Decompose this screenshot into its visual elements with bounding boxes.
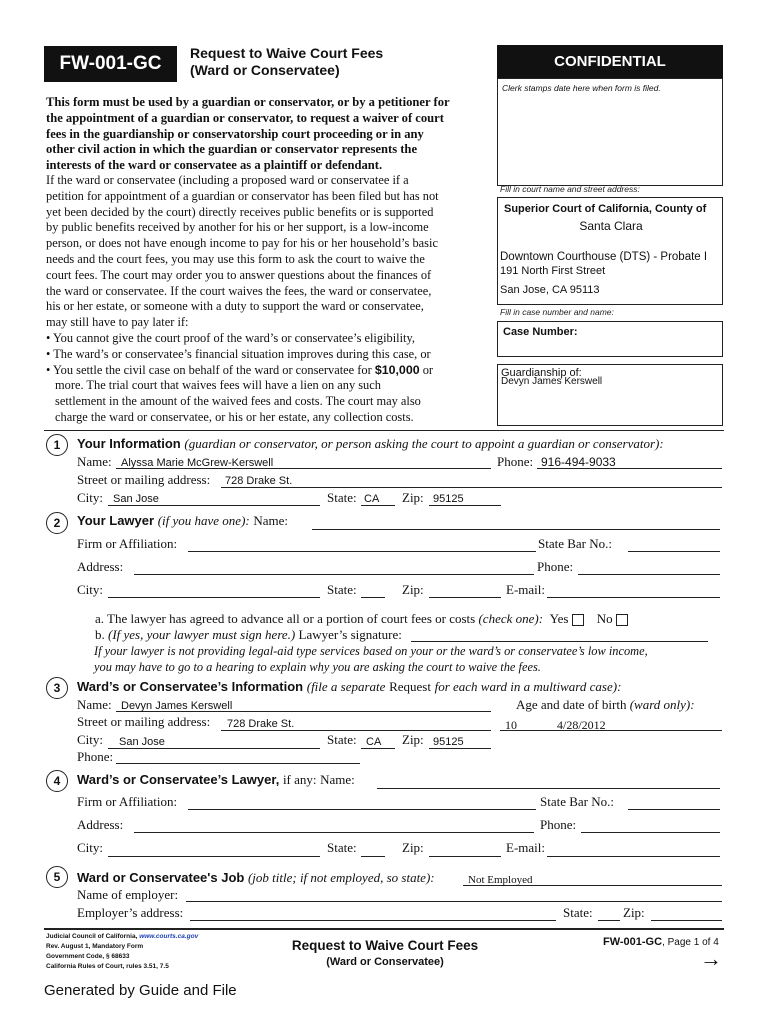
intro-line: court fees. The court may order you to answer questions about the finances of: [46, 267, 432, 282]
s2-no-checkbox[interactable]: [616, 614, 628, 626]
footer-title: [250, 938, 520, 968]
intro-bullet-line: settlement in the amount of the waived fees and costs. The court may also: [55, 394, 421, 409]
intro-bullet: [46, 363, 439, 379]
s2-yes-label: Yes: [549, 611, 569, 626]
s2-name-label: Name:: [253, 513, 289, 528]
s1-zip-value: 95125: [433, 493, 464, 505]
s2-a-row: [95, 611, 628, 627]
section-1-note: (guardian or conservator, or person asking the court to appoint a guardian or conservator):: [184, 436, 664, 451]
court-note: Fill in court name and street address:: [500, 184, 640, 194]
s4-email-field[interactable]: [547, 856, 720, 857]
s5-zip-field[interactable]: [651, 920, 722, 921]
footer-divider: [44, 928, 724, 930]
s2-zip-label: Zip:: [402, 582, 424, 597]
intro-line: yet been decided by the court) directly receives public benefits or is supported: [46, 204, 434, 219]
intro-bullet: • You cannot give the court proof of the ward’s or conservatee’s eligibility,: [46, 330, 415, 345]
intro-bold-line: the appointment of a guardian or conservator, to request a waiver of court: [46, 110, 444, 125]
section-2-number: 2: [46, 512, 68, 534]
s2-warning-line: If your lawyer is not providing legal-aid type services based on your or the ward’s or conservatee’s low income,: [94, 644, 648, 658]
section-5-note: (job title; if not employed, so state):: [247, 870, 435, 885]
s5-employer-address-field[interactable]: [190, 920, 556, 921]
s5-state-label: State:: [563, 905, 593, 920]
s3-street-value: 728 Drake St.: [227, 718, 295, 730]
s5-employer-label: Name of employer:: [77, 887, 179, 902]
form-code-badge: [44, 46, 177, 82]
s3-name-label: Name:: [77, 697, 112, 712]
s4-phone-label: Phone:: [540, 817, 577, 832]
case-number-box[interactable]: [497, 321, 723, 357]
court-name: Superior Court of California, County of: [504, 203, 707, 215]
footer-form-code: FW-001-GC: [603, 936, 663, 948]
s2-bar-field[interactable]: [628, 551, 720, 552]
s4-zip-label: Zip:: [402, 840, 424, 855]
s4-firm-field[interactable]: [188, 809, 536, 810]
section-5-number: 5: [46, 866, 68, 888]
intro-bold-line: interests of the ward or conservatee as a plaintiff or defendant.: [46, 158, 383, 173]
s4-address-label: Address:: [77, 817, 124, 832]
s4-bar-field[interactable]: [628, 809, 720, 810]
section-2-title: Your Lawyer: [77, 513, 155, 528]
footer-council: Judicial Council of California,: [46, 933, 138, 940]
s2-firm-label: Firm or Affiliation:: [77, 536, 178, 551]
s1-phone-label: Phone:: [497, 454, 534, 469]
s2-state-field[interactable]: [361, 597, 385, 598]
section-2-heading: [77, 513, 288, 529]
s3-state-label: State:: [327, 732, 357, 747]
intro-bullet-line: more. The trial court that waives fees will have a lien on any such: [55, 378, 381, 393]
intro-bullet-text: or: [422, 362, 434, 377]
generated-by-note: Generated by Guide and File: [44, 982, 237, 999]
s1-zip-label: Zip:: [402, 490, 424, 505]
intro-bullet-text: • You settle the civil case on behalf of the ward or conservatee for: [46, 362, 372, 377]
intro-bold: [46, 95, 450, 174]
clerk-stamp-box: [497, 78, 723, 186]
intro-line: If the ward or conservatee (including a proposed ward or conservatee if a: [46, 173, 409, 187]
court-street: 191 North First Street: [500, 265, 606, 277]
s1-state-label: State:: [327, 490, 357, 505]
s1-state-field[interactable]: [361, 505, 395, 506]
form-title-line2: (Ward or Conservatee): [190, 62, 340, 78]
s1-street-label: Street or mailing address:: [77, 472, 211, 487]
footer-gov-code: Government Code, § 68633: [46, 953, 130, 960]
s2-firm-field[interactable]: [188, 551, 536, 552]
s1-phone-value: 916-494-9033: [541, 455, 616, 469]
clerk-note: Clerk stamps date here when form is filed.: [502, 83, 661, 93]
s2-warning-line: you may have to go to a hearing to explain why you are asking the court to waive the fees.: [94, 659, 541, 674]
intro-line: by public benefits received by another for his or her support, is a low-income: [46, 220, 429, 235]
footer-title-line1: Request to Waive Court Fees: [291, 938, 479, 953]
next-page-arrow-icon[interactable]: →: [700, 946, 722, 971]
s1-city-value: San Jose: [113, 493, 159, 505]
s3-zip-value: 95125: [433, 736, 464, 748]
s3-street-label: Street or mailing address:: [77, 714, 211, 729]
s1-city-label: City:: [77, 490, 104, 505]
s2-yes-checkbox[interactable]: [572, 614, 584, 626]
s4-firm-label: Firm or Affiliation:: [77, 794, 178, 809]
intro-bullet: • The ward’s or conservatee’s financial situation improves during this case, or: [46, 346, 431, 361]
s3-age-label: Age and date of birth: [516, 697, 627, 712]
s3-zip-field[interactable]: [429, 748, 491, 749]
s2-b-label: b.: [95, 627, 105, 642]
section-4-heading: [77, 772, 355, 788]
intro-bold-line: This form must be used by a guardian or conservator, or by a petitioner for: [46, 95, 450, 109]
s2-signature-field[interactable]: [411, 641, 708, 642]
s4-name-label: Name:: [320, 772, 355, 787]
form-title: [190, 45, 383, 79]
s3-state-field[interactable]: [361, 748, 395, 749]
s3-age-label-row: [516, 697, 695, 713]
section-divider: [44, 430, 724, 431]
case-name-box[interactable]: [497, 364, 723, 426]
case-number-label: Case Number:: [503, 326, 578, 338]
intro-bold-line: other civil action in which the guardian or conservator represents the: [46, 142, 418, 157]
s4-city-field[interactable]: [108, 856, 320, 857]
intro-bold-line: fees in the guardianship or conservatorship court proceeding or in any: [46, 126, 424, 141]
s2-email-label: E-mail:: [506, 582, 545, 597]
s5-job-value: Not Employed: [468, 874, 533, 886]
s2-b-note: (If yes, your lawyer must sign here.): [108, 627, 296, 642]
section-1-number: 1: [46, 434, 68, 456]
s2-phone-field[interactable]: [578, 574, 720, 575]
section-3-note-request: Request: [389, 679, 431, 694]
s3-street-field[interactable]: [221, 730, 491, 731]
s5-employer-field[interactable]: [186, 901, 722, 902]
s2-state-label: State:: [327, 582, 357, 597]
intro-line: person, or does not have enough income to pay for his or her household’s basic: [46, 236, 438, 251]
s3-name-value: Devyn James Kerswell: [121, 700, 233, 712]
section-3-note: (file a separate: [306, 679, 386, 694]
s2-city-label: City:: [77, 582, 104, 597]
section-4-note: if any:: [282, 772, 317, 787]
section-3-heading: [77, 679, 621, 695]
confidential-banner: [497, 45, 723, 78]
court-city: San Jose, CA 95113: [500, 284, 600, 296]
s3-phone-label: Phone:: [77, 749, 114, 764]
s5-zip-label: Zip:: [623, 905, 645, 920]
s1-name-label: Name:: [77, 454, 112, 469]
s3-city-label: City:: [77, 732, 104, 747]
intro-line: needs and the court fees, you may use this form to ask the court to waive the: [46, 251, 425, 266]
s1-street-field[interactable]: [221, 487, 722, 488]
intro-line: the ward or conservatee. If the court waives the fees, the ward or conservatee,: [46, 283, 432, 298]
section-3-note: for each ward in a multiward case):: [434, 679, 622, 694]
s5-state-field[interactable]: [598, 920, 620, 921]
s3-city-value: San Jose: [119, 736, 165, 748]
guardianship-label: Guardianship of:: [501, 367, 582, 379]
intro-bullet-line: charge the ward or conservatee, or his or her estate, any collection costs.: [55, 409, 414, 424]
s2-warning: [94, 644, 648, 675]
s4-zip-field[interactable]: [429, 856, 501, 857]
s2-name-field[interactable]: [312, 529, 720, 530]
section-1-title: Your Information: [77, 436, 181, 451]
case-note: Fill in case number and name:: [500, 307, 614, 317]
s2-bar-label: State Bar No.:: [538, 536, 613, 551]
s2-a-note: (check one):: [478, 611, 544, 626]
footer-url-link[interactable]: www.courts.ca.gov: [139, 933, 199, 940]
courthouse-name: Downtown Courthouse (DTS) - Probate I: [500, 251, 708, 263]
s2-city-field[interactable]: [108, 597, 320, 598]
s1-zip-field[interactable]: [429, 505, 501, 506]
section-5-title: Ward or Conservatee's Job: [77, 870, 245, 885]
section-5-heading: [77, 870, 435, 886]
s3-dob-value: 4/28/2012: [557, 718, 606, 732]
footer-legal: [46, 932, 198, 972]
s5-employer-address-label: Employer’s address:: [77, 905, 184, 920]
form-title-line1: Request to Waive Court Fees: [190, 45, 384, 61]
guardianship-name: Devyn James Kerswell: [501, 376, 603, 387]
footer-title-line2: (Ward or Conservatee): [326, 956, 444, 968]
intro-body: [46, 173, 439, 426]
confidential-label: CONFIDENTIAL: [554, 53, 666, 70]
intro-line: petition for appointment of a guardian or conservator has been filed but has not: [46, 188, 439, 203]
s4-state-label: State:: [327, 840, 357, 855]
s2-address-field[interactable]: [134, 574, 534, 575]
court-info-box: [497, 197, 723, 305]
s3-age-value: 10: [505, 718, 517, 732]
s3-age-note: (ward only):: [629, 697, 695, 712]
s4-bar-label: State Bar No.:: [540, 794, 615, 809]
footer-rev: Rev. August 1, Mandatory Form: [46, 943, 144, 950]
intro-line: may still have to pay later if:: [46, 315, 189, 330]
s4-phone-field[interactable]: [581, 832, 720, 833]
section-2-note: (if you have one):: [157, 513, 250, 528]
intro-line: his or her estate, or someone with a duty to support the ward or conservatee,: [46, 299, 424, 314]
section-3-title: Ward’s or Conservatee’s Information: [77, 679, 304, 694]
s3-zip-label: Zip:: [402, 732, 424, 747]
s4-email-label: E-mail:: [506, 840, 545, 855]
s2-email-field[interactable]: [547, 597, 720, 598]
s3-age-field[interactable]: [500, 730, 722, 731]
s3-state-value: CA: [366, 736, 382, 748]
s2-no-label: No: [596, 611, 613, 626]
section-4-number: 4: [46, 770, 68, 792]
footer-rules: California Rules of Court, rules 3.51, 7.5: [46, 963, 169, 970]
s2-phone-label: Phone:: [537, 559, 574, 574]
s2-zip-field[interactable]: [429, 597, 501, 598]
s1-name-value: Alyssa Marie McGrew-Kerswell: [121, 457, 274, 469]
s4-address-field[interactable]: [134, 832, 534, 833]
section-3-number: 3: [46, 677, 68, 699]
s2-address-label: Address:: [77, 559, 124, 574]
court-county: Santa Clara: [579, 219, 643, 233]
s3-phone-field[interactable]: [116, 763, 360, 764]
form-code: FW-001-GC: [59, 53, 162, 74]
s1-state-value: CA: [364, 493, 380, 505]
s4-city-label: City:: [77, 840, 104, 855]
s3-city-field[interactable]: [108, 748, 320, 749]
s4-state-field[interactable]: [361, 856, 385, 857]
section-1-heading: [77, 436, 664, 452]
s4-name-field[interactable]: [377, 788, 720, 789]
s2-b-row: [77, 627, 402, 643]
settlement-amount: $10,000: [374, 362, 420, 377]
s1-city-field[interactable]: [108, 505, 320, 506]
s2-signature-label: Lawyer’s signature:: [298, 627, 402, 642]
s1-street-value: 728 Drake St.: [225, 475, 293, 487]
section-4-title: Ward’s or Conservatee’s Lawyer,: [77, 772, 280, 787]
s2-a-text: a. The lawyer has agreed to advance all or a portion of court fees or costs: [95, 611, 476, 626]
footer-page-number: , Page 1 of 4: [662, 937, 719, 948]
